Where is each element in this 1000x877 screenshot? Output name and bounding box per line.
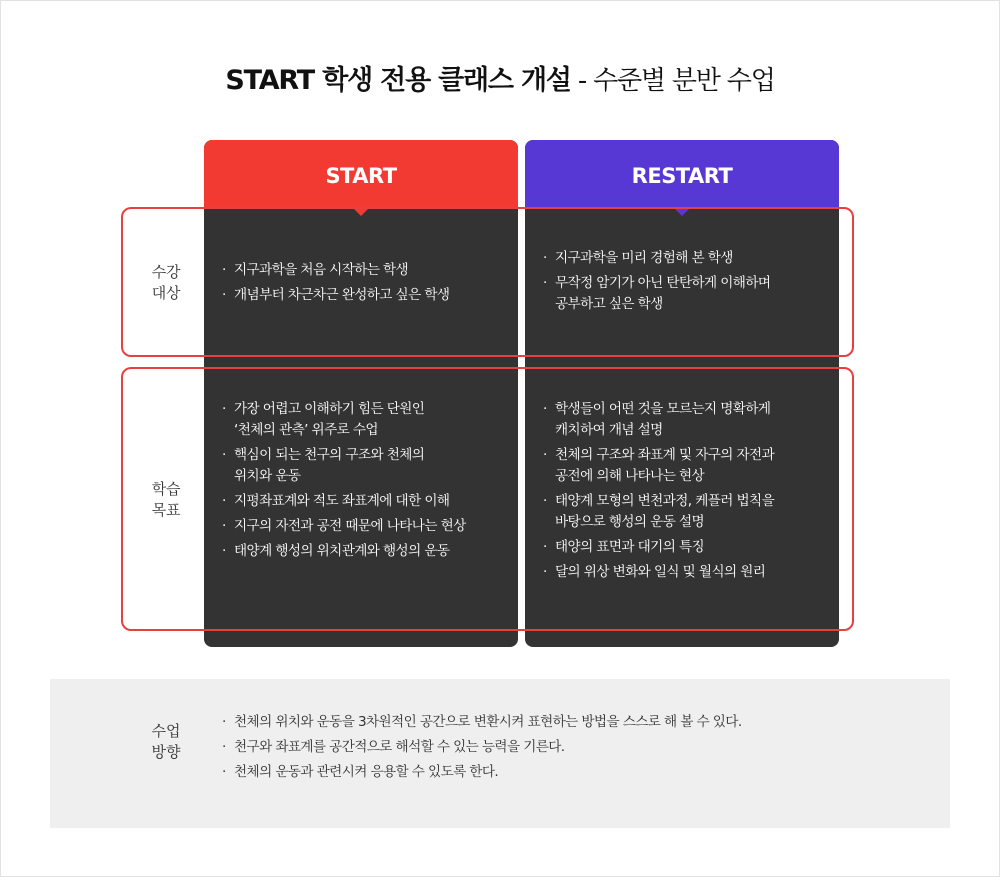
restart-target-list (543, 248, 770, 319)
list-item-line: · 핵심이 되는 천구의 구조와 천체의 (234, 447, 425, 463)
target-row-label (121, 262, 211, 304)
list-item (543, 399, 774, 441)
restart-goals-list (543, 399, 774, 587)
target-label-line1: 수강 (151, 263, 181, 281)
list-item-line: 공부하고 싶은 학생 (555, 296, 663, 312)
title-main: START 학생 전용 클래스 개설 (225, 65, 571, 96)
list-item (222, 491, 466, 512)
list-item (222, 399, 466, 441)
direction-item: · 천체의 운동과 관련시켜 응용할 수 있도록 한다. (222, 762, 742, 783)
title-sub: - 수준별 분반 수업 (570, 66, 775, 96)
goals-label-line2: 목표 (151, 501, 181, 519)
restart-column-header (525, 140, 839, 208)
direction-list (222, 712, 742, 787)
list-item-line: 위치와 운동 (234, 468, 301, 484)
list-item-line: 바탕으로 행성의 운동 설명 (555, 514, 705, 530)
list-item-line: · 지구과학을 처음 시작하는 학생 (234, 262, 409, 278)
list-item-line: · 지구의 자전과 공전 때문에 나타나는 현상 (234, 518, 466, 534)
start-heading: START (325, 164, 397, 188)
list-item-line: · 달의 위상 변화와 일식 및 월식의 원리 (555, 564, 766, 580)
list-item-line: · 태양계 행성의 위치관계와 행성의 운동 (234, 543, 450, 559)
direction-label-line1: 수업 (151, 722, 181, 740)
goals-label-line1: 학습 (151, 480, 181, 498)
list-item-line: · 태양계 모형의 변천과정, 케플러 법칙을 (555, 493, 775, 509)
list-item (222, 516, 466, 537)
list-item (222, 445, 466, 487)
list-item-line: · 무작정 암기가 아닌 탄탄하게 이해하며 (555, 275, 771, 291)
list-item-line: · 태양의 표면과 대기의 특징 (555, 539, 705, 555)
list-item-line: · 지평좌표계와 적도 좌표계에 대한 이해 (234, 493, 450, 509)
list-item (543, 248, 770, 269)
page-title (0, 58, 1000, 97)
list-item-line: · 가장 어렵고 이해하기 힘든 단원인 (234, 401, 425, 417)
direction-item: · 천체의 위치와 운동을 3차원적인 공간으로 변환시켜 표현하는 방법을 스스로 해 볼 수 있다. (222, 712, 742, 733)
list-item (543, 537, 774, 558)
list-item (543, 562, 774, 583)
start-goals-list (222, 399, 466, 566)
list-item (543, 445, 774, 487)
list-item (222, 285, 449, 306)
target-label-line2: 대상 (151, 284, 181, 302)
list-item-line: · 개념부터 차근차근 완성하고 싶은 학생 (234, 287, 450, 303)
list-item (543, 491, 774, 533)
direction-label-line2: 방향 (151, 743, 181, 761)
list-item-line: · 학생들이 어떤 것을 모르는지 명확하게 (555, 401, 771, 417)
start-column-header (204, 140, 518, 208)
list-item (222, 541, 466, 562)
list-item (543, 273, 770, 315)
start-target-list (222, 260, 449, 310)
list-item-line: · 천체의 구조와 좌표계 및 자구의 자전과 (555, 447, 775, 463)
list-item-line: 캐치하여 개념 설명 (555, 422, 663, 438)
list-item-line: 공전에 의해 나타나는 현상 (555, 468, 705, 484)
list-item-line: · 지구과학을 미리 경험해 본 학생 (555, 250, 733, 266)
direction-item: · 천구와 좌표계를 공간적으로 해석할 수 있는 능력을 기른다. (222, 737, 742, 758)
list-item (222, 260, 449, 281)
goals-row-label (121, 479, 211, 521)
list-item-line: ‘천체의 관측’ 위주로 수업 (234, 422, 378, 438)
restart-heading: RESTART (631, 164, 733, 188)
